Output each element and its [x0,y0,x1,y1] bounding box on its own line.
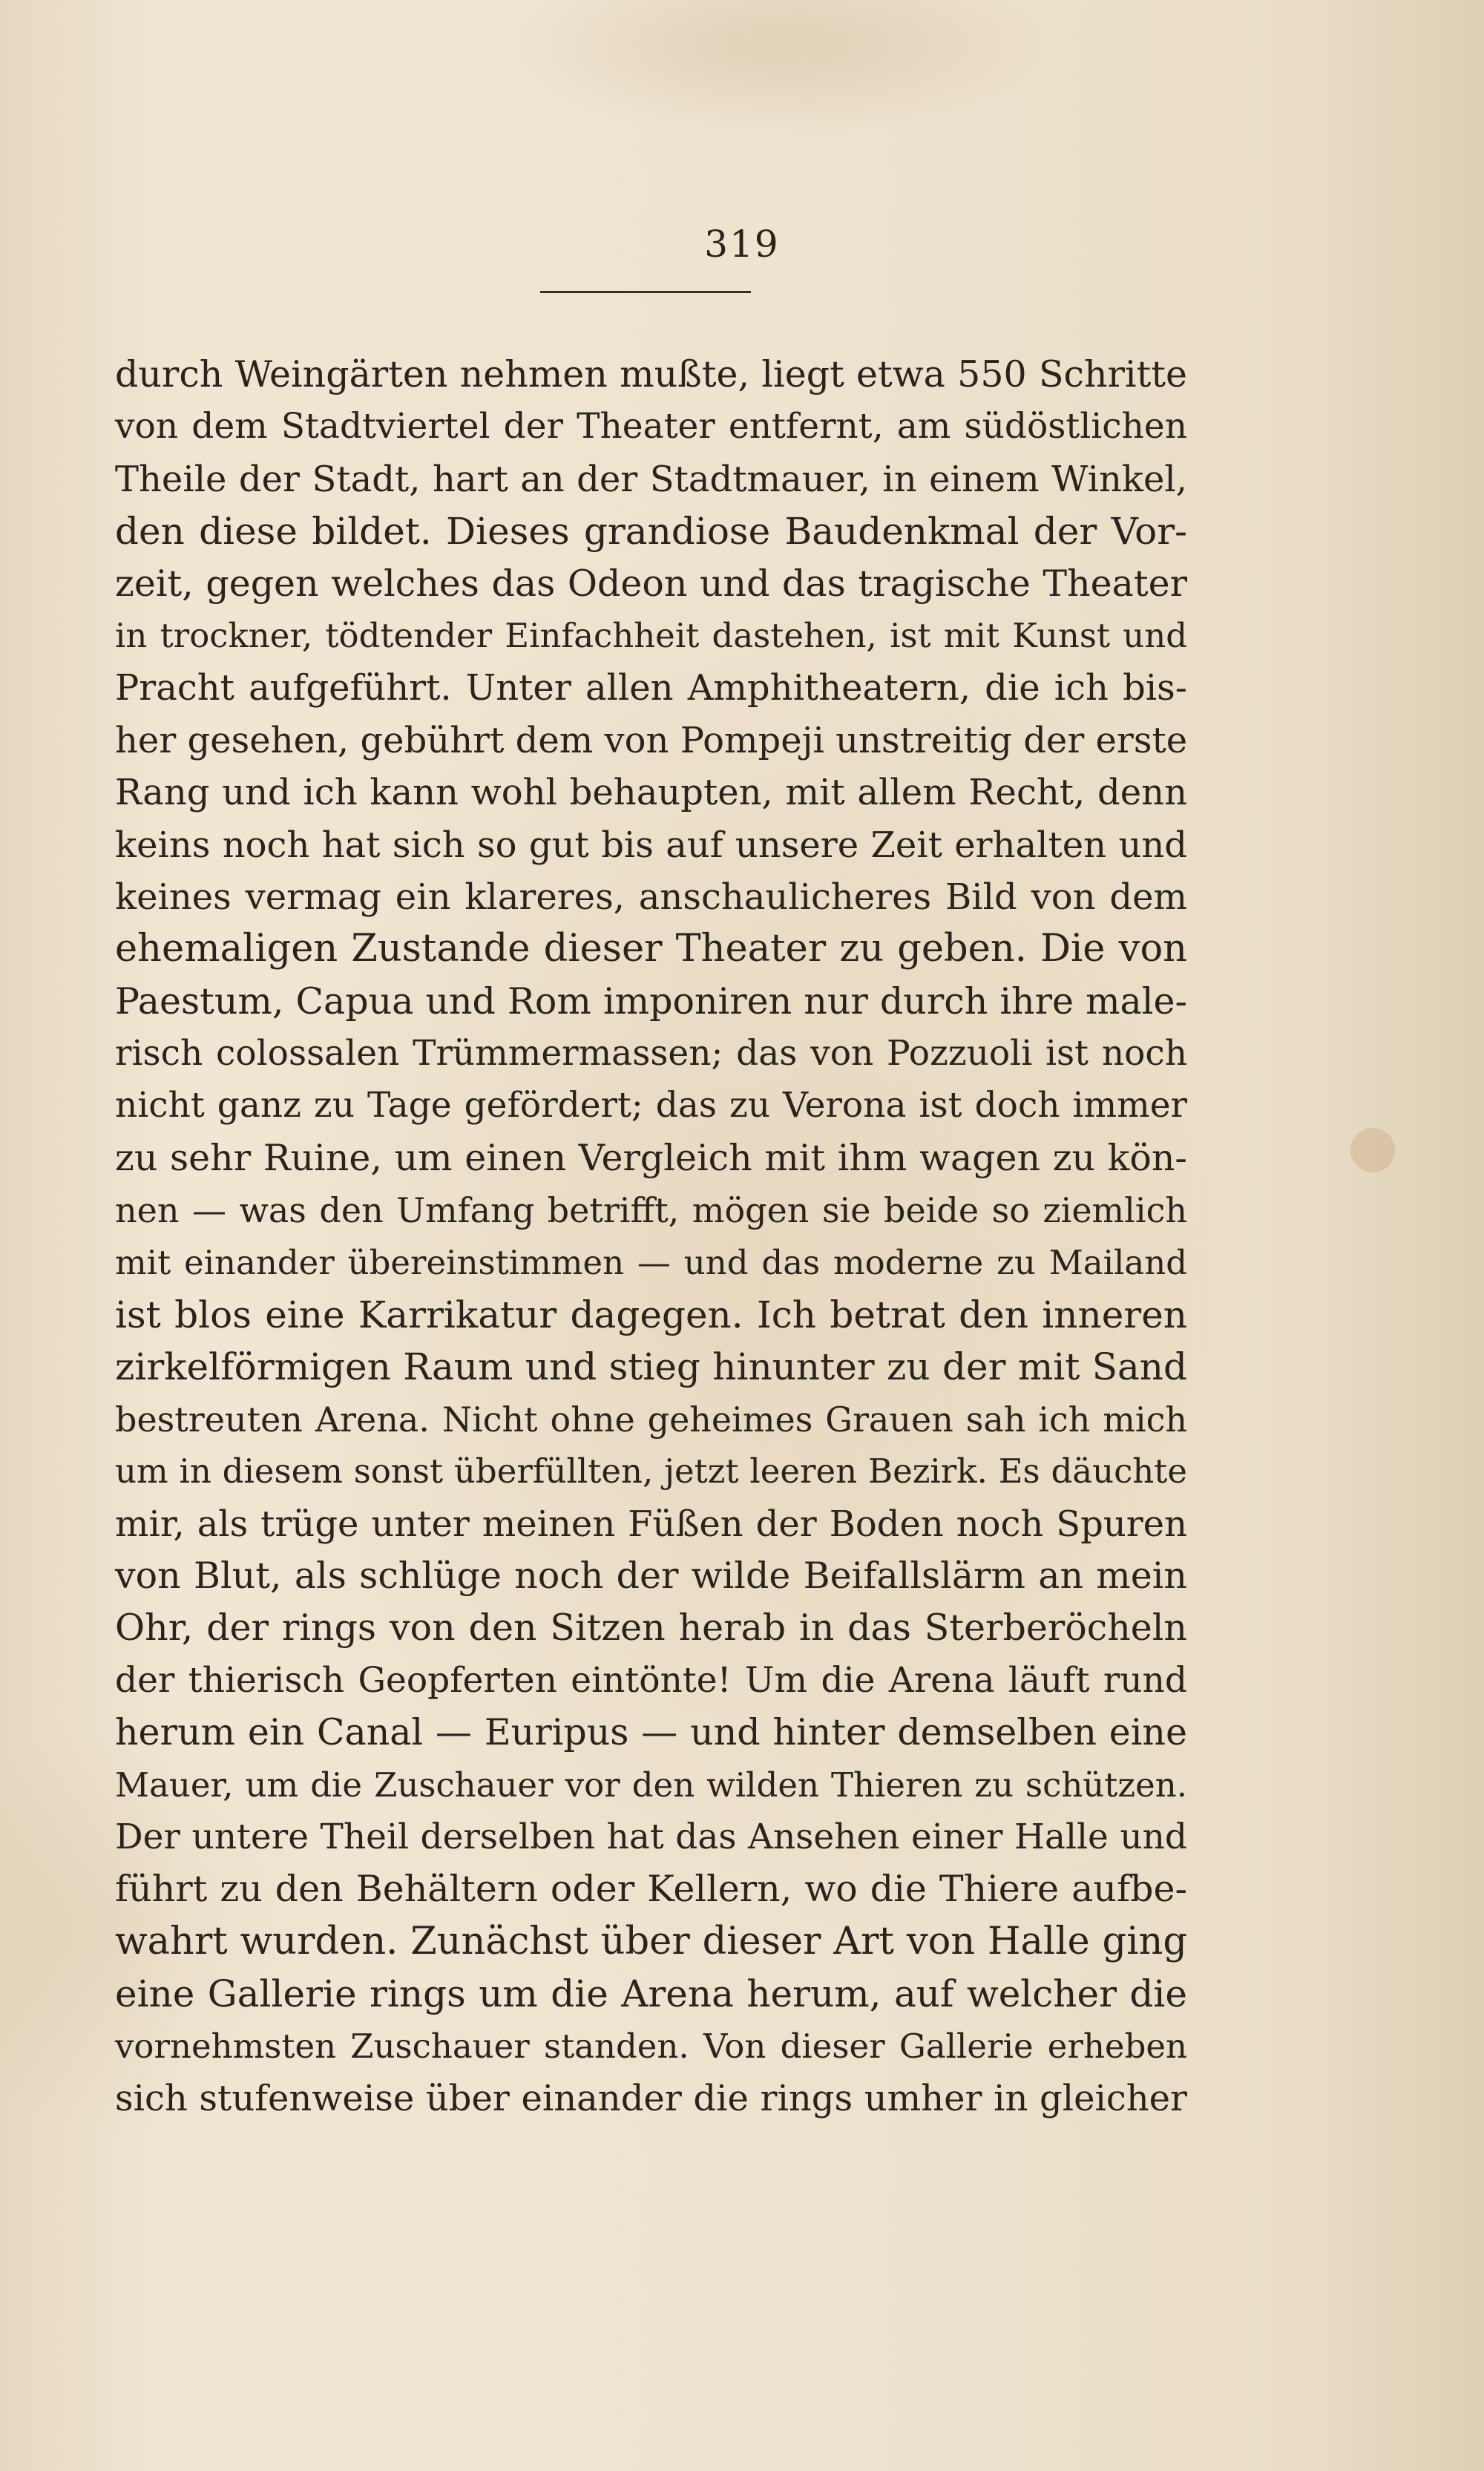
body-text [115,349,1187,2124]
text-line: Der untere Theil derselben hat das Ansehen einer Halle und [115,1816,1187,1857]
text-line: vornehmsten Zuschauer standen. Von dieser Gallerie erheben [115,2026,1187,2066]
text-line: mit einander übereinstimmen — und das moderne zu Mailand [115,1242,1187,1282]
text-line: um in diesem sonst überfüllten, jetzt leeren Bezirk. Es däuchte [115,1451,1187,1492]
text-line: keines vermag ein klareres, anschaulicheres Bild von dem [115,876,1187,918]
text-line: her gesehen, gebührt dem von Pompeji unstreitig der erste [115,719,1188,761]
text-line: nen — was den Umfang betrifft, mögen sie beide so ziemlich [115,1190,1187,1231]
text-line: herum ein Canal — Euripus — und hinter demselben eine [115,1711,1187,1754]
text-line: ist blos eine Karrikatur dagegen. Ich betrat den inneren [115,1293,1187,1337]
text-line: der thierisch Geopferten eintönte! Um die Arena läuft rund [115,1659,1187,1701]
text-line: mir, als trüge unter meinen Füßen der Boden noch Spuren [115,1503,1187,1545]
text-line: zeit, gegen welches das Odeon und das tragische Theater [115,562,1187,605]
text-line: Pracht aufgeführt. Unter allen Amphitheatern, die ich bis- [115,667,1187,709]
text-line: durch Weingärten nehmen mußte, liegt etwa 550 Schritte [115,353,1187,396]
text-line: sich stufenweise über einander die rings umher in gleicher [115,2077,1187,2119]
text-line: Ohr, der rings von den Sitzen herab in das Sterberöcheln [115,1607,1187,1650]
text-line: nicht ganz zu Tage gefördert; das zu Verona ist doch immer [115,1085,1187,1126]
text-line: führt zu den Behältern oder Kellern, wo die Thiere aufbe- [115,1868,1187,1911]
text-line: eine Gallerie rings um die Arena herum, auf welcher die [115,1972,1187,2016]
text-line: Mauer, um die Zuschauer vor den wilden Thieren zu schützen. [115,1765,1187,1805]
text-line: Rang und ich kann wohl behaupten, mit allem Recht, denn [115,772,1187,814]
text-line: Paestum, Capua und Rom imponiren nur durch ihre male- [115,979,1187,1023]
text-line: von dem Stadtviertel der Theater entfernt, am südöstlichen [115,406,1187,447]
text-line: Theile der Stadt, hart an der Stadtmauer, in einem Winkel, [115,458,1187,500]
page-number: 319 [704,223,780,266]
text-line: in trockner, tödtender Einfachheit dastehen, ist mit Kunst und [115,615,1187,655]
text-line: wahrt wurden. Zunächst über dieser Art von Halle ging [115,1919,1187,1963]
text-line: ehemaligen Zustande dieser Theater zu geben. Die von [115,927,1187,971]
text-line: zirkelförmigen Raum und stieg hinunter zu der mit Sand [115,1345,1187,1389]
paper-stain [1350,1128,1395,1172]
text-line: den diese bildet. Dieses grandiose Baudenkmal der Vor- [115,510,1187,554]
text-line: bestreuten Arena. Nicht ohne geheimes Grauen sah ich mich [115,1399,1187,1440]
header-rule [540,291,751,293]
text-line: von Blut, als schlüge noch der wilde Beifallslärm an mein [115,1554,1187,1597]
text-line: zu sehr Ruine, um einen Vergleich mit ihm wagen zu kön- [115,1136,1187,1179]
text-line: keins noch hat sich so gut bis auf unsere Zeit erhalten und [115,824,1187,866]
text-line: risch colossalen Trümmermassen; das von Pozzuoli ist noch [115,1033,1187,1074]
